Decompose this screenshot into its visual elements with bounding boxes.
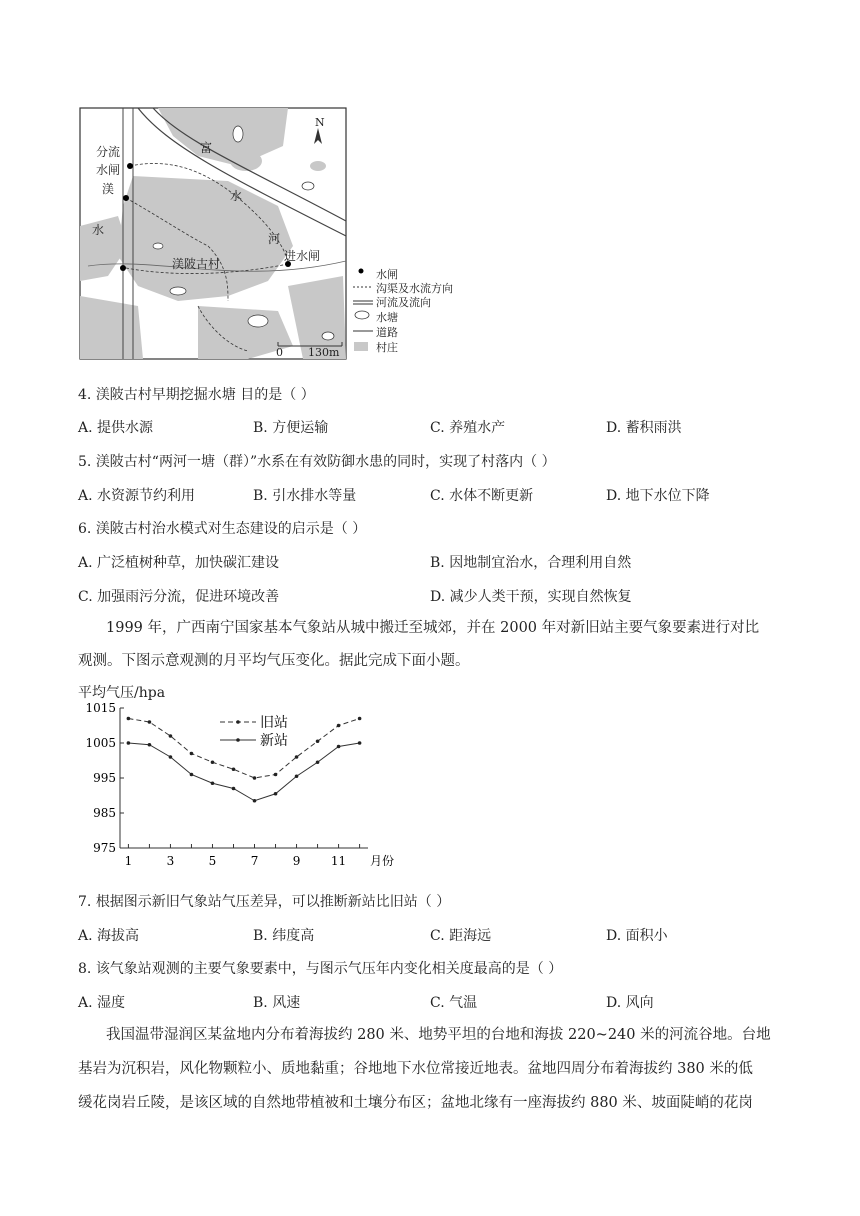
q7-option-a[interactable]: A. 海拔高 [78, 928, 140, 944]
legend-label-2: 新站 [260, 733, 288, 749]
map-label-xi: 渼 [102, 182, 115, 196]
map-label-fu: 富 [200, 141, 213, 155]
passage-2-line-1: 我国温带湿润区某盆地内分布着海拔约 280 米、地势平坦的台地和海拔 220~240 米的河流谷地。台地 [106, 1027, 771, 1043]
question-5: 5. 渼陂古村“两河一塘（群）”水系在有效防御水患的同时，实现了村落内（ ） [78, 454, 556, 470]
q6-option-c[interactable]: C. 加强雨污分流，促进环境改善 [78, 589, 280, 605]
series-2-point [190, 773, 194, 777]
series-line-2 [128, 743, 359, 801]
q7-option-c[interactable]: C. 距海远 [430, 928, 492, 944]
q6-option-d[interactable]: D. 减少人类干预，实现自然恢复 [430, 589, 632, 605]
y-tick-label: 985 [93, 806, 116, 820]
q7-option-d[interactable]: D. 面积小 [606, 928, 668, 944]
legend-gate: 水闸 [376, 268, 398, 281]
pressure-line-chart [78, 700, 408, 870]
x-tick-label: 5 [208, 854, 217, 868]
x-tick-label: 9 [292, 854, 301, 868]
question-4: 4. 渼陂古村早期挖掘水塘 目的是（ ） [78, 387, 315, 403]
x-tick-label: 3 [166, 854, 175, 868]
x-tick-label: 1 [124, 854, 133, 868]
legend-pond: 水塘 [376, 311, 398, 324]
series-2-point [169, 755, 173, 759]
y-tick-label: 1005 [85, 736, 116, 750]
series-1-point [232, 767, 236, 771]
map-label-gate-b: 水闸 [96, 163, 121, 177]
series-2-point [274, 792, 278, 796]
legend-label-1: 旧站 [260, 715, 288, 731]
q7-option-b[interactable]: B. 纬度高 [253, 928, 315, 944]
series-2-point [253, 799, 257, 803]
q4-option-d[interactable]: D. 蓄积雨洪 [606, 420, 682, 436]
map-label-he: 河 [268, 232, 281, 246]
map-label-gate-a: 分流 [96, 145, 121, 159]
series-2-point [337, 745, 341, 749]
map-label-inlet: 进水闸 [284, 249, 321, 263]
legend-marker-1 [236, 720, 240, 724]
series-1-point [253, 776, 257, 780]
x-tick-label: 11 [330, 854, 347, 868]
q6-option-a[interactable]: A. 广泛植树种草，加快碳汇建设 [78, 555, 280, 571]
series-1-point [190, 752, 194, 756]
series-2-point [127, 741, 131, 745]
series-1-point [169, 734, 173, 738]
x-axis-label: 月份 [370, 854, 395, 868]
question-8: 8. 该气象站观测的主要气象要素中，与图示气压年内变化相关度最高的是（ ） [78, 961, 563, 977]
passage-1-line-2: 观测。下图示意观测的月平均气压变化。据此完成下面小题。 [78, 653, 470, 669]
series-2-point [211, 781, 215, 785]
y-tick-label: 995 [93, 771, 116, 785]
series-1-point [337, 724, 341, 728]
legend-village: 村庄 [376, 341, 398, 354]
series-2-point [148, 743, 152, 747]
question-6: 6. 渼陂古村治水模式对生态建设的启示是（ ） [78, 521, 367, 537]
passage-1-line-1: 1999 年，广西南宁国家基本气象站从城中搬迁至城郊，并在 2000 年对新旧站主要气象要素进行对比 [106, 620, 760, 636]
north-label: N [315, 116, 325, 129]
scale-length: 130m [308, 346, 340, 359]
q4-option-b[interactable]: B. 方便运输 [253, 420, 329, 436]
map-label-shui: 水 [92, 223, 105, 237]
series-1-point [358, 717, 362, 721]
q4-option-c[interactable]: C. 养殖水产 [430, 420, 506, 436]
q5-option-b[interactable]: B. 引水排水等量 [253, 488, 357, 504]
q6-option-b[interactable]: B. 因地制宜治水，合理利用自然 [430, 555, 632, 571]
series-2-point [295, 774, 299, 778]
map-label-shui2: 水 [230, 189, 243, 203]
series-line-1 [128, 719, 359, 779]
series-2-point [316, 760, 320, 764]
q8-option-b[interactable]: B. 风速 [253, 995, 301, 1011]
passage-2-line-2: 基岩为沉积岩，风化物颗粒小、质地黏重；谷地地下水位常接近地表。盆地四周分布着海拔约 380 米的低 [78, 1061, 753, 1077]
legend-canal: 沟渠及水流方向 [376, 282, 453, 295]
q8-option-a[interactable]: A. 湿度 [78, 995, 126, 1011]
legend-road: 道路 [376, 326, 398, 339]
q5-option-c[interactable]: C. 水体不断更新 [430, 488, 534, 504]
series-1-point [211, 760, 215, 764]
q4-option-a[interactable]: A. 提供水源 [78, 420, 154, 436]
series-1-point [148, 720, 152, 724]
map-label-village: 渼陂古村 [172, 257, 221, 271]
q5-option-a[interactable]: A. 水资源节约利用 [78, 488, 196, 504]
series-2-point [232, 787, 236, 791]
series-1-point [127, 717, 131, 721]
y-tick-label: 975 [93, 841, 116, 855]
q8-option-d[interactable]: D. 风向 [606, 995, 654, 1011]
series-2-point [358, 741, 362, 745]
series-1-point [316, 739, 320, 743]
legend-marker-2 [236, 738, 240, 742]
x-tick-label: 7 [250, 854, 259, 868]
passage-2-line-3: 缓花岗岩丘陵，是该区域的自然地带植被和土壤分布区；盆地北缘有一座海拔约 880 米、坡面陡峭的花岗 [78, 1095, 753, 1111]
scale-zero: 0 [276, 346, 283, 359]
legend-river: 河流及流向 [376, 296, 431, 309]
y-tick-label: 1015 [85, 701, 116, 715]
series-1-point [295, 755, 299, 759]
question-7: 7. 根据图示新旧气象站气压差异，可以推断新站比旧站（ ） [78, 894, 451, 910]
q5-option-d[interactable]: D. 地下水位下降 [606, 488, 710, 504]
q8-option-c[interactable]: C. 气温 [430, 995, 478, 1011]
series-1-point [274, 773, 278, 777]
chart-ylabel: 平均气压/hpa [78, 685, 166, 701]
